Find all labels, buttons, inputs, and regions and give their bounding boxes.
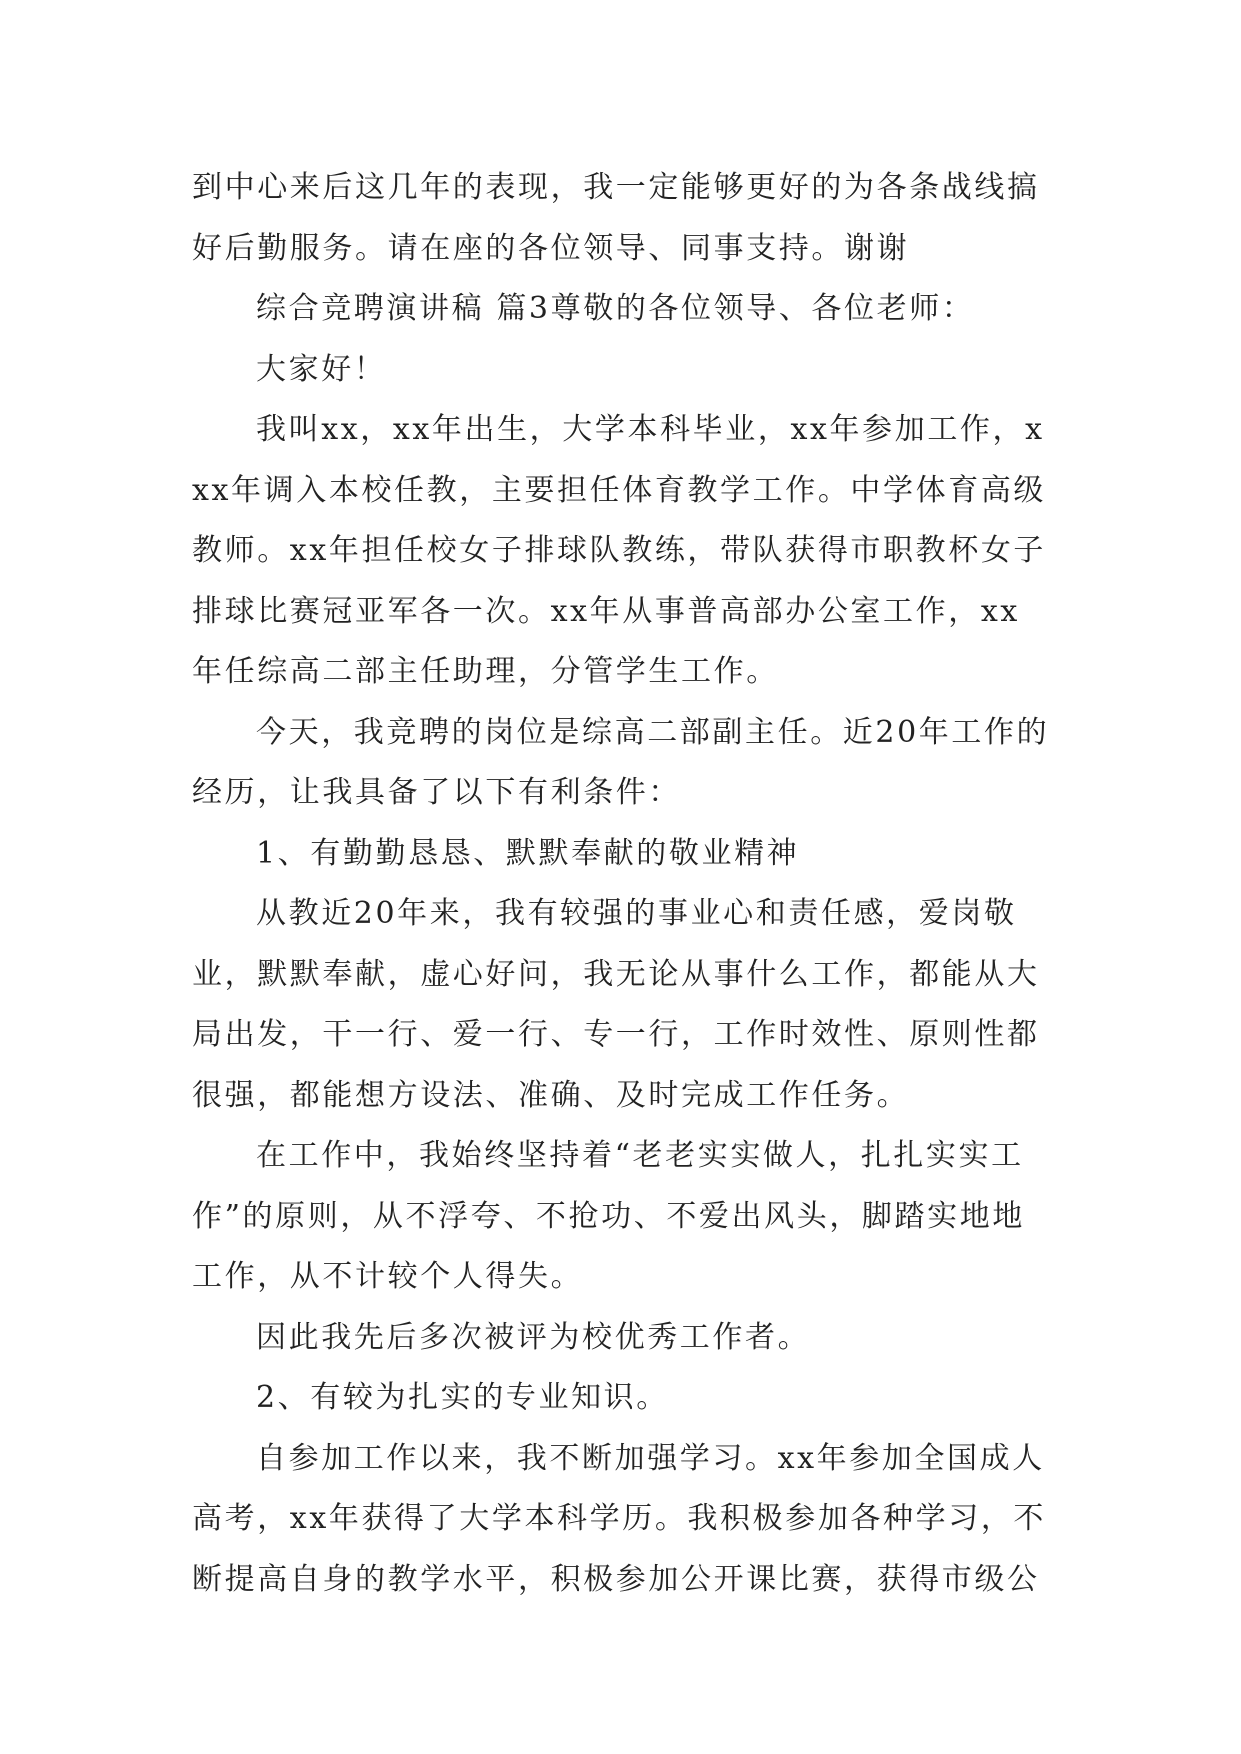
paragraph: 因此我先后多次被评为校优秀工作者。	[256, 1319, 811, 1355]
paragraph: 今天，我竞聘的岗位是综高二部副主任。近20年工作的经历，让我具备了以下有利条件：	[192, 714, 1050, 810]
paragraph: 2、有较为扎实的专业知识。	[256, 1380, 669, 1415]
paragraph: 综合竞聘演讲稿 篇3尊敬的各位领导、各位老师：	[256, 291, 975, 326]
paragraph: 1、有勤勤恳恳、默默奉献的敬业精神	[256, 835, 800, 871]
paragraph: 从教近20年来，我有较强的事业心和责任感，爱岗敬业，默默奉献，虚心好问，我无论从事什么工作，都能从大局出发，干一行、爱一行、专一行，工作时效性、原则性都很强，都能想方设法、准确、及时完成工作任务。	[192, 896, 1040, 1113]
paragraph: 大家好！	[256, 351, 387, 387]
paragraph: 自参加工作以来，我不断加强学习。xx年参加全国成人高考，xx年获得了大学本科学历。我积极参加各种学习，不断提高自身的教学水平，积极参加公开课比赛，获得市级公	[192, 1440, 1047, 1597]
paragraph: 到中心来后这几年的表现，我一定能够更好的为各条战线搞好后勤服务。请在座的各位领导、同事支持。谢谢	[192, 170, 1040, 266]
paragraph: 我叫xx，xx年出生，大学本科毕业，xx年参加工作，xxx年调入本校任教，主要担任体育教学工作。中学体育高级教师。xx年担任校女子排球队教练，带队获得市职教杯女子排球比赛冠亚军各一次。xx年从事普高部办公室工作，xx年任综高二部主任助理，分管学生工作。	[192, 412, 1047, 689]
document-body	[192, 158, 1050, 1610]
paragraph: 在工作中，我始终坚持着“老老实实做人，扎扎实实工作”的原则，从不浮夸、不抢功、不爱出风头，脚踏实地地工作，从不计较个人得失。	[192, 1138, 1025, 1294]
